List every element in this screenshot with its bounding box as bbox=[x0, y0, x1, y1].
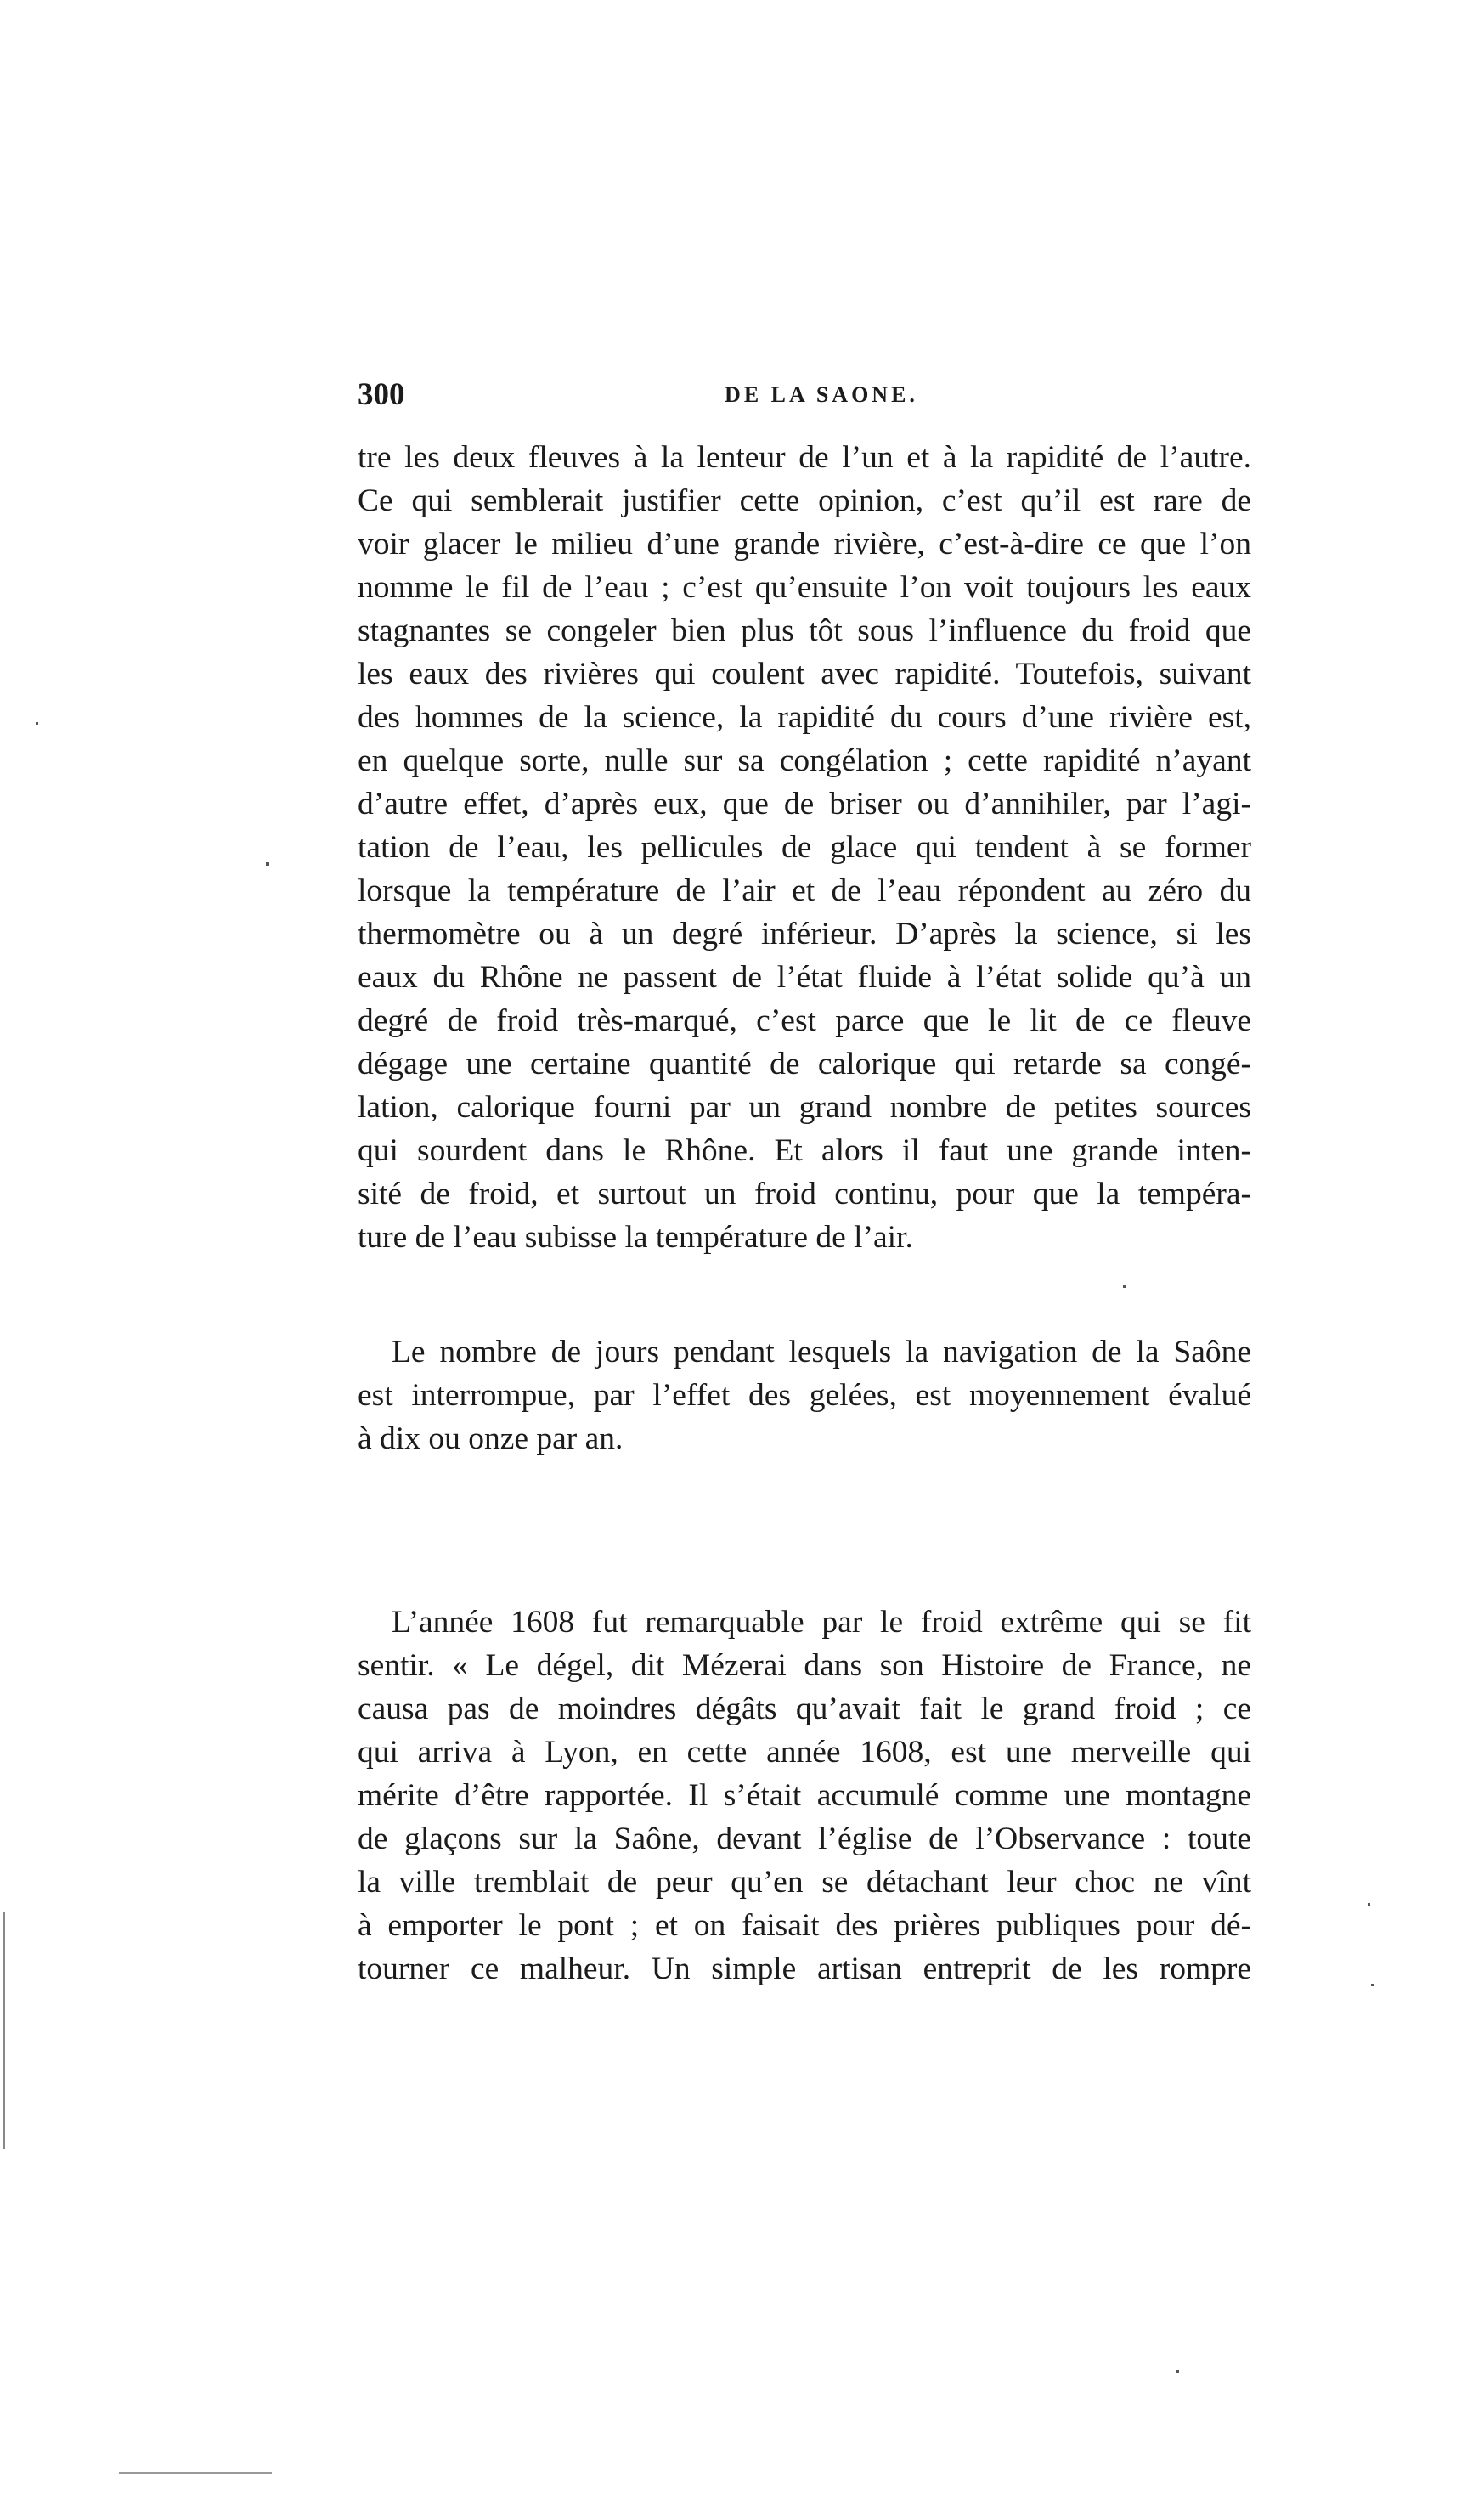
text-line: en quelque sorte, nulle sur sa congélation ; cette rapidité n’ayant bbox=[358, 743, 1251, 778]
text-line: voir glacer le milieu d’une grande rivière, c’est-à-dire ce que l’on bbox=[358, 527, 1251, 562]
text-line: la ville tremblait de peur qu’en se détachant leur choc ne vînt bbox=[358, 1865, 1251, 1900]
text-line: mérite d’être rapportée. Il s’était accumulé comme une montagne bbox=[358, 1778, 1251, 1813]
text-line: est interrompue, par l’effet des gelées, est moyennement évalué bbox=[358, 1378, 1251, 1413]
scan-speck bbox=[1123, 1285, 1126, 1288]
text-line: lorsque la température de l’air et de l’eau répondent au zéro du bbox=[358, 873, 1251, 908]
text-line: lation, calorique fourni par un grand nombre de petites sources bbox=[358, 1090, 1251, 1125]
page-header bbox=[358, 374, 1251, 416]
text-line: Le nombre de jours pendant lesquels la navigation de la Saône bbox=[392, 1335, 1251, 1369]
text-line: des hommes de la science, la rapidité du cours d’une rivière est, bbox=[358, 700, 1251, 735]
text-line: L’année 1608 fut remarquable par le froid extrême qui se fit bbox=[392, 1605, 1251, 1640]
scan-edge-line bbox=[3, 1912, 5, 2149]
text-line: Ce qui semblerait justifier cette opinion, c’est qu’il est rare de bbox=[358, 483, 1251, 518]
scan-speck bbox=[1176, 2370, 1179, 2373]
text-line: sité de froid, et surtout un froid continu, pour que la tempéra- bbox=[358, 1177, 1251, 1211]
text-line: qui sourdent dans le Rhône. Et alors il faut une grande inten- bbox=[358, 1133, 1251, 1168]
text-line: à emporter le pont ; et on faisait des prières publiques pour dé- bbox=[358, 1908, 1251, 1943]
text-line: ture de l’eau subisse la température de l’air. bbox=[358, 1220, 913, 1255]
text-line: nomme le fil de l’eau ; c’est qu’ensuite l’on voit toujours les eaux bbox=[358, 570, 1251, 605]
text-line: sentir. « Le dégel, dit Mézerai dans son Histoire de France, ne bbox=[358, 1648, 1251, 1683]
text-line: d’autre effet, d’après eux, que de briser ou d’annihiler, par l’agi- bbox=[358, 787, 1251, 822]
text-line: stagnantes se congeler bien plus tôt sous l’influence du froid que bbox=[358, 613, 1251, 648]
text-line: eaux du Rhône ne passent de l’état fluide à l’état solide qu’à un bbox=[358, 960, 1251, 995]
text-line: les eaux des rivières qui coulent avec rapidité. Toutefois, suivant bbox=[358, 657, 1251, 692]
text-line: thermomètre ou à un degré inférieur. D’après la science, si les bbox=[358, 917, 1251, 952]
text-line: dégage une certaine quantité de calorique qui retarde sa congé- bbox=[358, 1047, 1251, 1081]
page-number: 300 bbox=[358, 377, 405, 412]
text-line: tation de l’eau, les pellicules de glace qui tendent à se former bbox=[358, 830, 1251, 865]
text-line: qui arriva à Lyon, en cette année 1608, est une merveille qui bbox=[358, 1735, 1251, 1770]
scan-edge-line bbox=[119, 2472, 272, 2474]
scan-speck bbox=[1371, 1984, 1374, 1986]
text-line: de glaçons sur la Saône, devant l’église de l’Observance : toute bbox=[358, 1821, 1251, 1856]
scan-speck bbox=[266, 862, 269, 866]
text-line: causa pas de moindres dégâts qu’avait fait le grand froid ; ce bbox=[358, 1691, 1251, 1726]
text-line: à dix ou onze par an. bbox=[358, 1421, 624, 1456]
text-line: tre les deux fleuves à la lenteur de l’un et à la rapidité de l’autre. bbox=[358, 440, 1251, 475]
scan-speck bbox=[1368, 1903, 1370, 1906]
running-title: DE LA SAONE. bbox=[725, 382, 918, 407]
text-line: tourner ce malheur. Un simple artisan entreprit de les rompre bbox=[358, 1951, 1251, 1986]
text-line: degré de froid très-marqué, c’est parce que le lit de ce fleuve bbox=[358, 1003, 1251, 1038]
scan-speck bbox=[36, 722, 38, 725]
